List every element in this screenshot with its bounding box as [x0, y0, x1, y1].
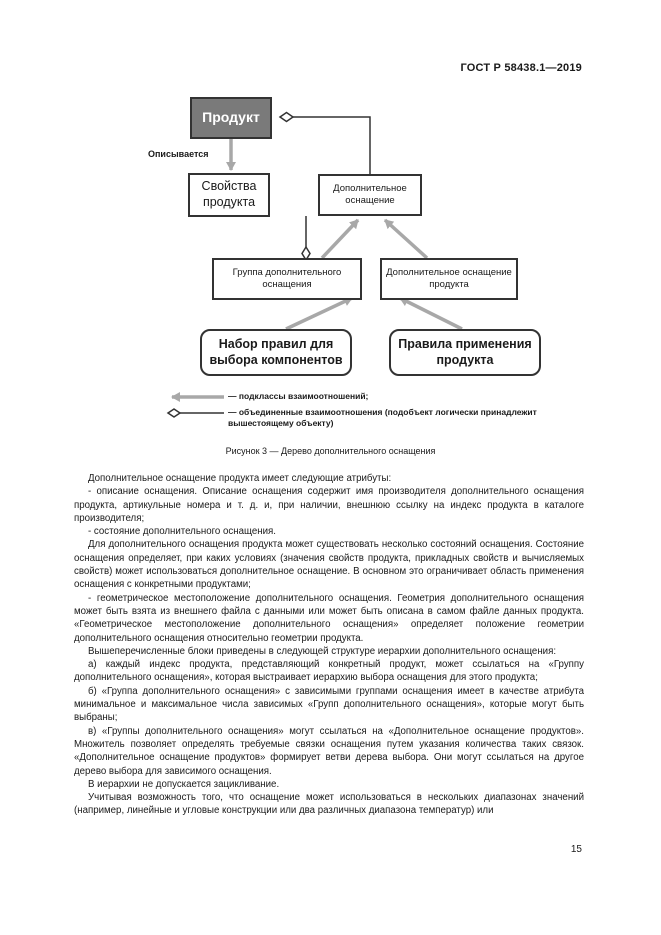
subclass-arrow-rules [286, 298, 352, 329]
figure-caption: Рисунок 3 — Дерево дополнительного оснащения [225, 446, 436, 456]
paragraph: - геометрическое местоположение дополнительного оснащения. Геометрия дополнительного оснащения может быть взята из внешнего файла с данными или может быть описана в самом файле данных продукта. «Геометрическое местоположение дополнительного оснащения» определяет положение геометрии дополнительного оснащения относительно геометрии продукта. [74, 592, 584, 644]
aggregation-diamond-product [280, 113, 293, 122]
paragraph: - описание оснащения. Описание оснащения содержит имя производителя дополнительного оснащения продукта, артикульные номера и т. д. и, при наличии, внешнюю ссылку на индекс продукта в каталоге производителя; [74, 486, 584, 524]
paragraph: в) «Группы дополнительного оснащения» могут ссылаться на «Дополнительное оснащение продуктов». Множитель позволяет определять требуемые связки оснащения путем указания количества таких связок. «Дополнительное оснащение продуктов» формирует ветви дерева выбора. Они могут ссылаться на другое дерево выбора для зависимого оснащения. [74, 725, 584, 777]
paragraph: а) каждый индекс продукта, представляющий конкретный продукт, может ссылаться на «Группу дополнительного оснащения», которая выстраивает иерархию выбора оснащения для этого продукта; [74, 659, 584, 684]
paragraph: Вышеперечисленные блоки приведены в следующей структуре иерархии дополнительного оснащения: [88, 645, 557, 657]
legend-subclass-text: — подклассы взаимоотношений; [228, 391, 369, 401]
application-rules-node: Правила применения продукта [389, 329, 541, 376]
accessory-tree-diagram [0, 0, 661, 460]
page-number: 15 [570, 844, 582, 855]
paragraph: - состояние дополнительного оснащения. [88, 526, 276, 538]
paragraph: Для дополнительного оснащения продукта может существовать несколько состояний оснащения. Состояние оснащения определяет, при каких условиях (значения свойств продукта, прикладных свойств и вычисляемых свойств) может использоваться дополнительное оснащение. В основном это ограничивает область применения оснащения с конкретными продуктами; [74, 539, 584, 591]
product-properties-node: Свойства продукта [188, 173, 270, 217]
legend-diamond-sample [168, 409, 180, 417]
paragraph: Дополнительное оснащение продукта имеет следующие атрибуты: [88, 473, 392, 484]
standard-header: ГОСТ Р 58438.1—2019 [460, 62, 582, 74]
paragraph: б) «Группа дополнительного оснащения» с зависимыми группами оснащения имеет в качестве атрибута минимальное и максимальное числа зависимых «Групп дополнительного оснащения», которые могут быть выбраны; [74, 685, 584, 724]
rule-set-node: Набор правил для выбора компонентов [200, 329, 352, 376]
product-node: Продукт [190, 97, 272, 139]
subclass-arrow-products [385, 220, 427, 258]
subclass-arrow-group [322, 220, 358, 258]
accessory-node: Дополнительное оснащение [318, 174, 422, 216]
legend-aggregation-text: — объединенные взаимоотношения (подобъект логически принадлежит вышестоящему объекту) [228, 407, 537, 429]
paragraph: В иерархии не допускается зацикливание. [88, 778, 280, 790]
body-text [74, 472, 584, 818]
describes-label: Описывается [148, 149, 209, 159]
accessory-products-node: Дополнительное оснащение продукта [380, 258, 518, 300]
paragraph: Учитывая возможность того, что оснащение может использоваться в нескольких диапазонах значений (например, линейные и угловые конструкции или два различных диапазона температур) или [74, 792, 584, 817]
accessory-group-node: Группа дополнительного оснащения [212, 258, 362, 300]
aggregation-line-product [293, 117, 370, 174]
subclass-arrow-application [400, 298, 462, 329]
